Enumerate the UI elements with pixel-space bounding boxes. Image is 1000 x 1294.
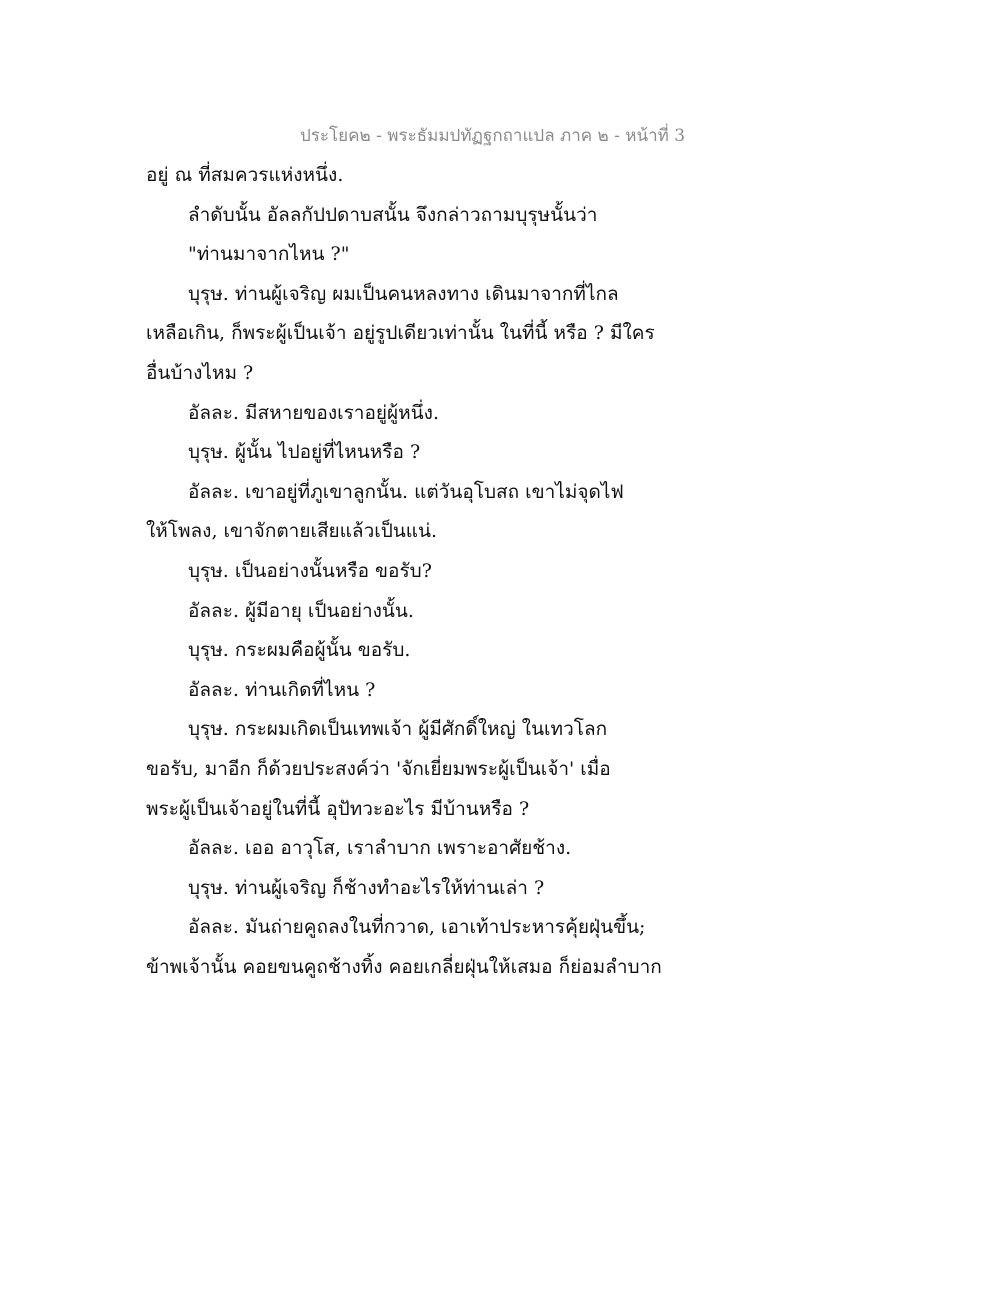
text-line: อยู่ ณ ที่สมควรแห่งหนึ่ง. xyxy=(146,164,344,186)
text-line: พระผู้เป็นเจ้าอยู่ในที่นี้ อุปัทวะอะไร มีบ้านหรือ ? xyxy=(146,797,530,820)
text-line: อื่นบ้างไหม ? xyxy=(146,361,254,384)
text-line: บุรุษ. ท่านผู้เจริญ ก็ช้างทำอะไรให้ท่านเล่า ? xyxy=(188,876,545,899)
text-line: บุรุษ. ท่านผู้เจริญ ผมเป็นคนหลงทาง เดินมาจากที่ไกล xyxy=(188,282,619,305)
text-line: อัลละ. มันถ่ายคูถลงในที่กวาด, เอาเท้าประหารคุ้ยฝุ่นขึ้น; xyxy=(188,916,646,939)
text-line: บุรุษ. กระผมเกิดเป็นเทพเจ้า ผู้มีศักดิ์ใหญ่ ในเทวโลก xyxy=(188,718,608,741)
text-line: อัลละ. เออ อาวุโส, เราลำบาก เพราะอาศัยช้าง. xyxy=(188,837,572,860)
body-text xyxy=(146,156,746,987)
text-line: ลำดับนั้น อัลลกัปปดาบสนั้น จึงกล่าวถามบุรุษนั้นว่า xyxy=(188,203,598,226)
text-line: "ท่านมาจากไหน ?" xyxy=(188,243,350,266)
text-line: อัลละ. มีสหายของเราอยู่ผู้หนึ่ง. xyxy=(188,401,439,424)
text-line: อัลละ. เขาอยู่ที่ภูเขาลูกนั้น. แต่วันอุโบสถ เขาไม่จุดไฟ xyxy=(188,480,624,503)
text-line: บุรุษ. กระผมคือผู้นั้น ขอรับ. xyxy=(188,639,411,662)
running-head: ประโยค๒ - พระธัมมปทัฏฐกถาแปล ภาค ๒ - หน้าที่ 3 xyxy=(300,126,686,146)
text-line: บุรุษ. เป็นอย่างนั้นหรือ ขอรับ? xyxy=(188,559,432,582)
text-line: อัลละ. ท่านเกิดที่ไหน ? xyxy=(188,678,376,701)
text-line: อัลละ. ผู้มีอายุ เป็นอย่างนั้น. xyxy=(188,599,414,622)
text-line: ขอรับ, มาอีก ก็ด้วยประสงค์ว่า 'จักเยี่ยมพระผู้เป็นเจ้า' เมื่อ xyxy=(146,757,611,780)
text-line: ข้าพเจ้านั้น คอยขนคูถช้างทิ้ง คอยเกลี่ยฝุ่นให้เสมอ ก็ย่อมลำบาก xyxy=(146,955,662,978)
text-line: เหลือเกิน, ก็พระผู้เป็นเจ้า อยู่รูปเดียวเท่านั้น ในที่นี้ หรือ ? มีใคร xyxy=(146,322,655,345)
text-line: บุรุษ. ผู้นั้น ไปอยู่ที่ไหนหรือ ? xyxy=(188,441,421,464)
text-line: ให้โพลง, เขาจักตายเสียแล้วเป็นแน่. xyxy=(146,520,438,543)
